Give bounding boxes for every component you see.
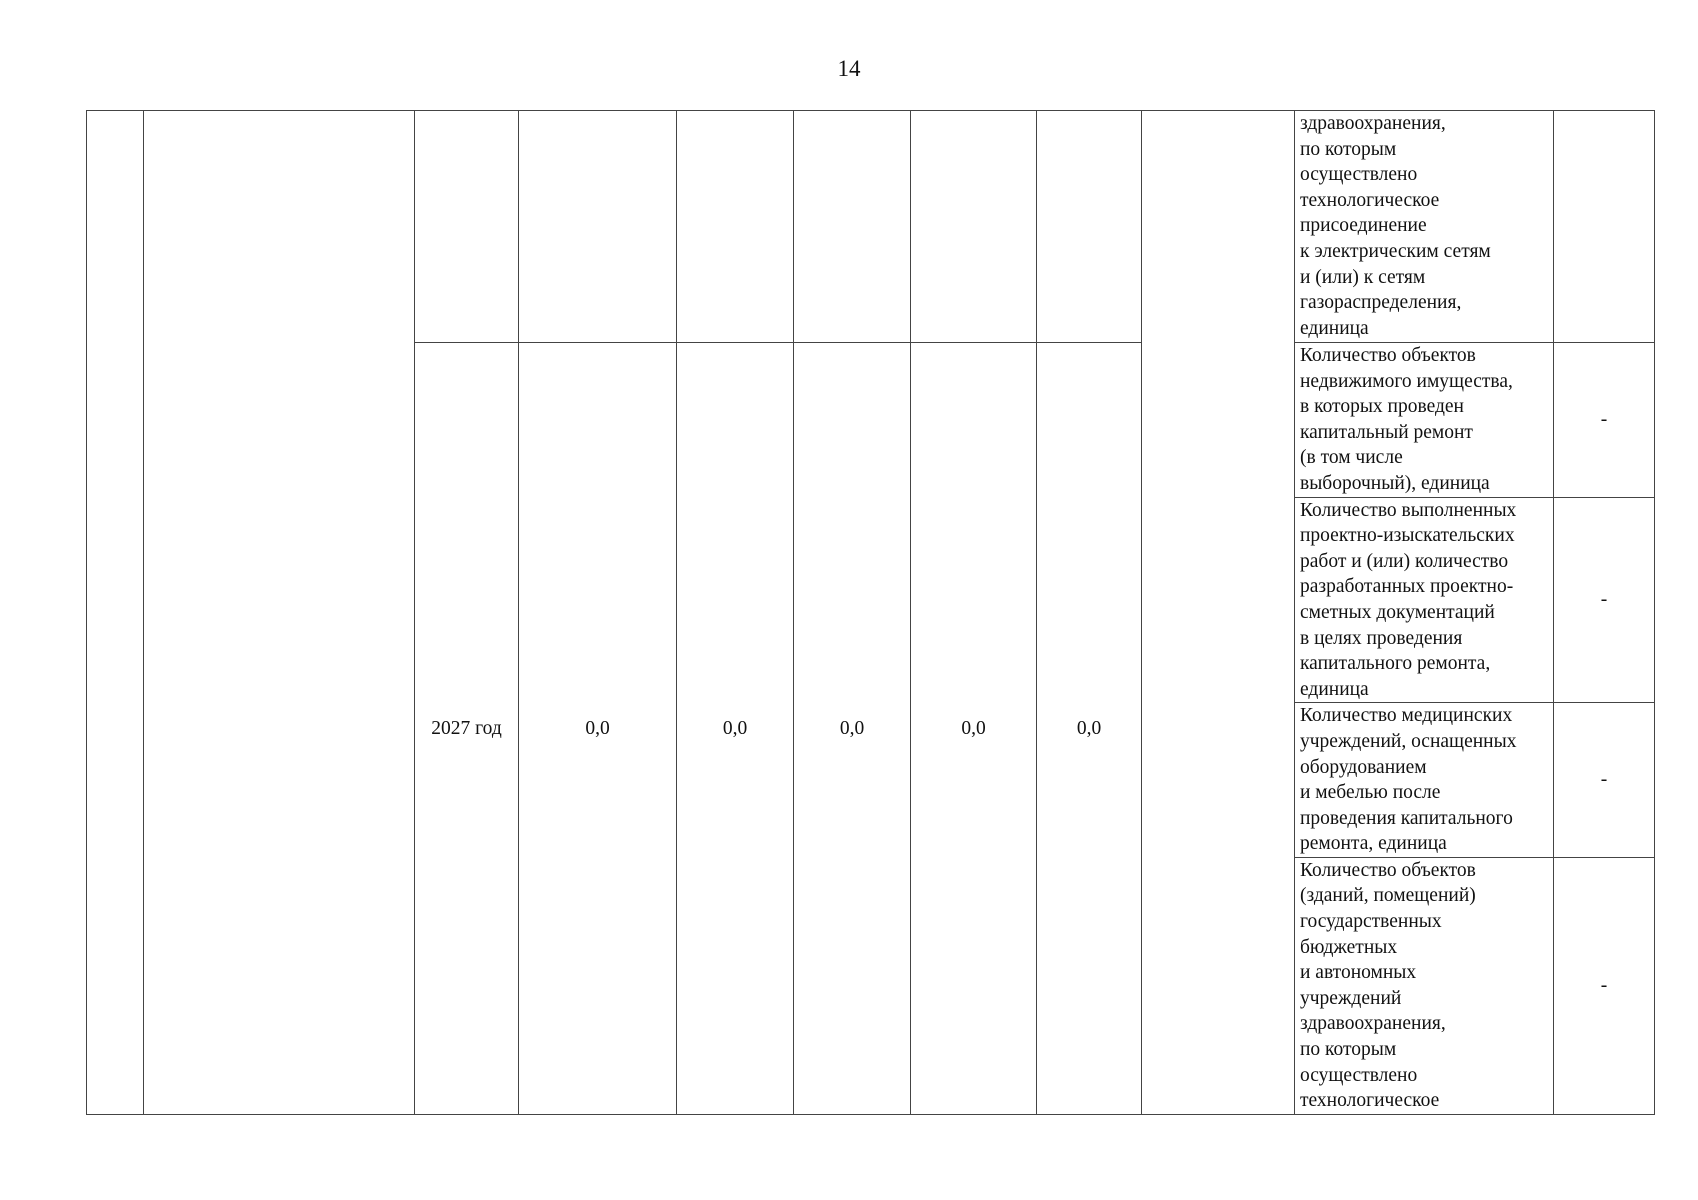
indicator-line: капитального ремонта, [1300, 653, 1491, 675]
indicator-line: Количество медицинских [1300, 705, 1513, 727]
indicator-line: Количество выполненных [1300, 499, 1517, 521]
indicator-line: и (или) к сетям [1300, 266, 1426, 288]
indicator-line: к электрическим сетям [1300, 240, 1491, 262]
indicator-name-cell [1295, 343, 1554, 498]
indicator-name-cell [1295, 497, 1554, 703]
indicator-name-cell [1295, 703, 1554, 858]
indicator-line: технологическое [1300, 189, 1440, 211]
value-cell: 0,0 [911, 343, 1037, 1115]
indicator-line: единица [1300, 678, 1369, 700]
indicator-line: разработанных проектно- [1300, 576, 1514, 598]
indicator-line: в которых проведен [1300, 396, 1464, 418]
indicator-line: по которым [1300, 1039, 1397, 1061]
indicator-line: учреждений [1300, 987, 1402, 1009]
indicator-line: государственных [1300, 911, 1442, 933]
indicator-value-cell: - [1554, 857, 1655, 1114]
indicator-line: газораспределения, [1300, 292, 1462, 314]
indicator-line: капитальный ремонт [1300, 421, 1473, 443]
indicator-value-cell: - [1554, 497, 1655, 703]
year-cell: 2027 год [415, 343, 519, 1115]
indicator-line: работ и (или) количество [1300, 550, 1509, 572]
indicator-line: и мебелью после [1300, 782, 1441, 804]
indicator-value-cell: - [1554, 703, 1655, 858]
indicator-line: и автономных [1300, 962, 1417, 984]
indicator-line: Количество объектов [1300, 859, 1476, 881]
indicator-line: единица [1300, 317, 1369, 339]
indicator-name-cell [1295, 857, 1554, 1114]
number-cell [87, 111, 144, 1115]
table-row [87, 111, 1655, 343]
indicator-value-cell [1554, 111, 1655, 343]
value-cell-previous [519, 111, 677, 343]
program-table [86, 110, 1655, 1115]
page-number: 14 [837, 56, 861, 81]
indicator-name-cell [1295, 111, 1554, 343]
indicator-line: сметных документаций [1300, 601, 1495, 623]
indicator-line: бюджетных [1300, 936, 1398, 958]
value-cell-previous [794, 111, 911, 343]
indicator-line: учреждений, оснащенных [1300, 730, 1517, 752]
indicator-line: (в том числе [1300, 447, 1403, 469]
indicator-line: здравоохранения, [1300, 1013, 1446, 1035]
indicator-line: осуществлено [1300, 1064, 1418, 1086]
indicator-line: в целях проведения [1300, 627, 1463, 649]
indicator-line: Количество объектов [1300, 345, 1476, 366]
indicator-line: здравоохранения, [1300, 113, 1446, 134]
value-cell-previous [911, 111, 1037, 343]
executor-cell [1142, 111, 1295, 1115]
indicator-line: проектно-изыскательских [1300, 525, 1515, 547]
indicator-line: выборочный), единица [1300, 472, 1490, 494]
value-cell-previous [677, 111, 794, 343]
value-cell: 0,0 [1037, 343, 1142, 1115]
indicator-line: присоединение [1300, 215, 1427, 237]
indicator-line: (зданий, помещений) [1300, 885, 1476, 907]
year-cell-previous [415, 111, 519, 343]
indicator-line: ремонта, единица [1300, 833, 1447, 855]
value-cell-previous [1037, 111, 1142, 343]
indicator-line: проведения капитального [1300, 807, 1513, 829]
indicator-line: недвижимого имущества, [1300, 370, 1513, 392]
value-cell: 0,0 [677, 343, 794, 1115]
name-cell [144, 111, 415, 1115]
indicator-line: технологическое [1300, 1090, 1440, 1112]
indicator-line: осуществлено [1300, 164, 1418, 186]
value-cell: 0,0 [794, 343, 911, 1115]
indicator-line: оборудованием [1300, 756, 1427, 778]
value-cell: 0,0 [519, 343, 677, 1115]
indicator-value-cell: - [1554, 343, 1655, 498]
indicator-line: по которым [1300, 138, 1397, 160]
